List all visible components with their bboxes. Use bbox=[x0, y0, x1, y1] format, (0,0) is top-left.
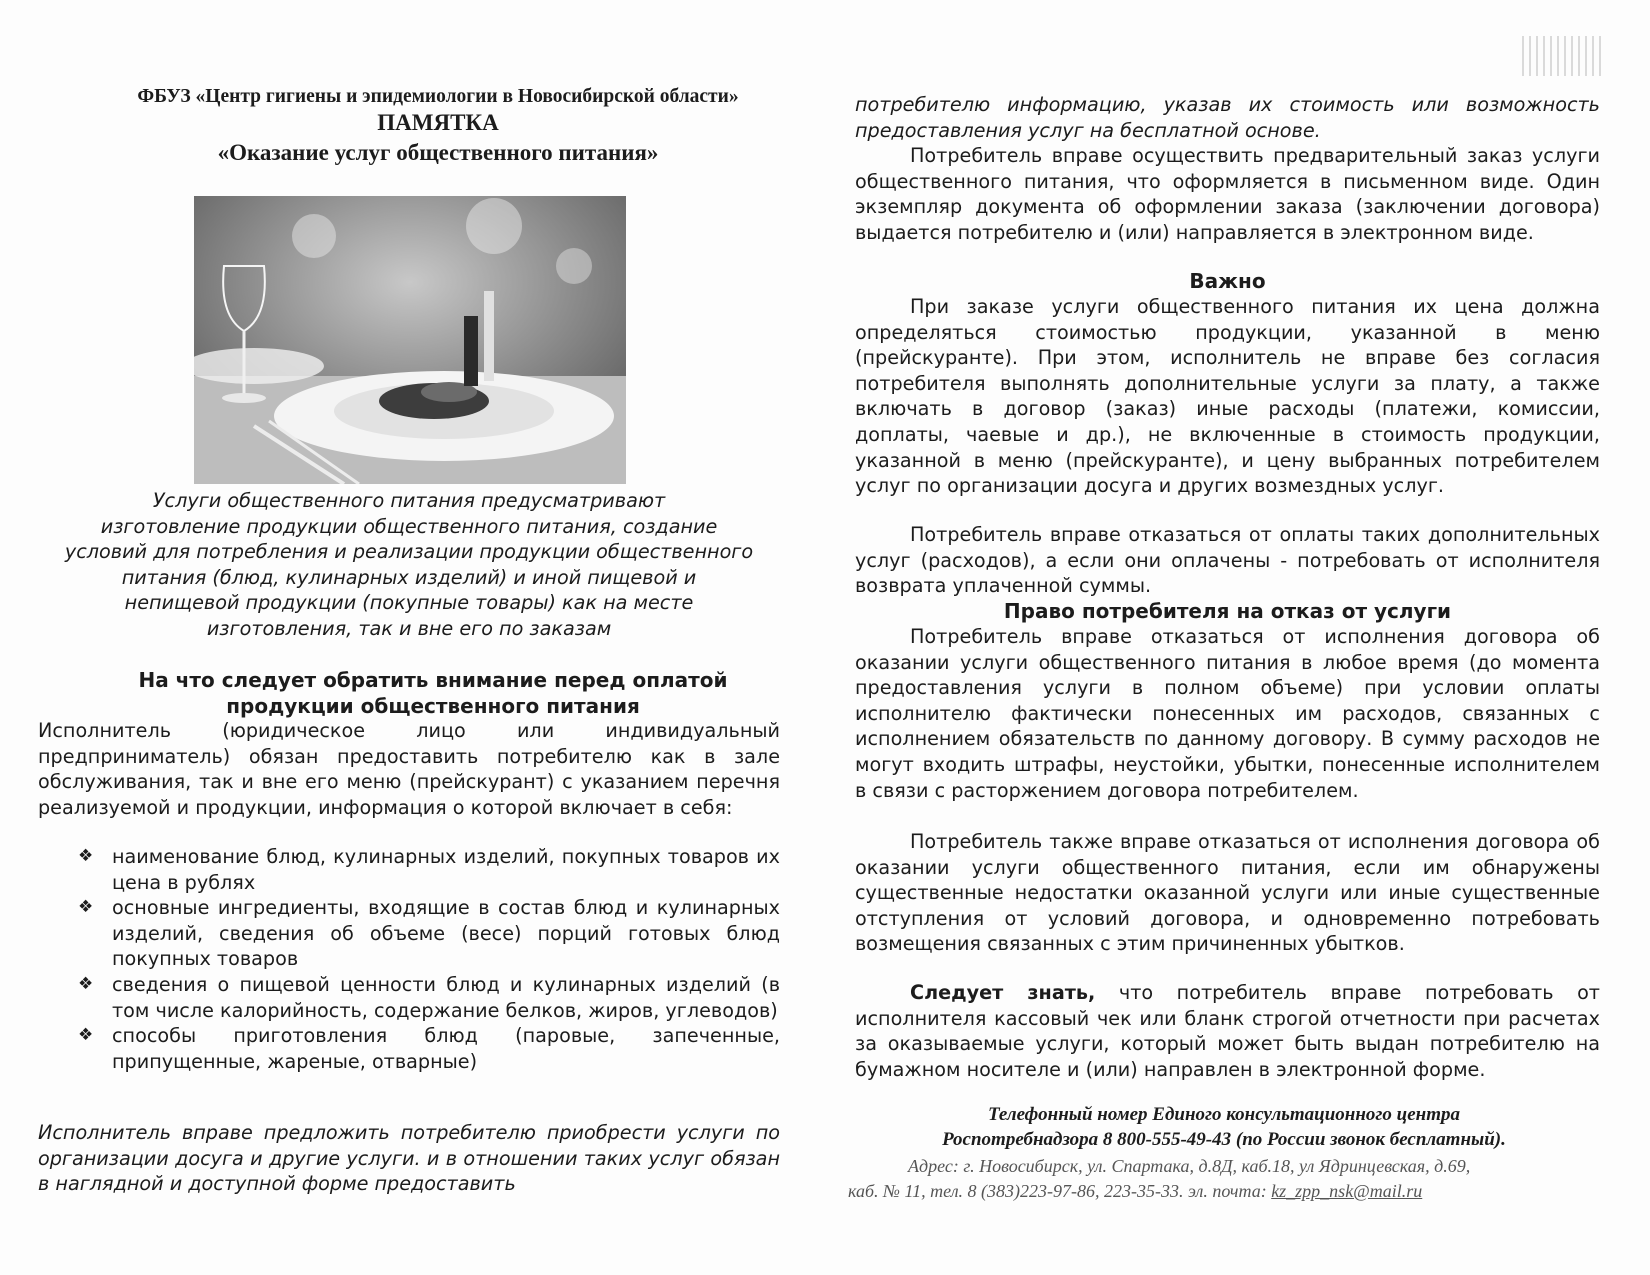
list-item-text: наименование блюд, кулинарных изделий, покупных товаров их цена в рублях bbox=[112, 845, 780, 894]
restaurant-photo-illustration bbox=[194, 196, 626, 484]
bullet-diamond-icon: ❖ bbox=[78, 897, 94, 918]
heading-line: продукции общественного питания bbox=[226, 694, 640, 718]
receipt-text-bold: Следует знать, bbox=[910, 981, 1096, 1004]
address-line-text: каб. № 11, тел. 8 (383)223-97-86, 223-35-33. эл. почта: bbox=[848, 1181, 1272, 1201]
receipt-text-rest: что потребитель вправе потребовать от исполнителя кассовый чек или бланк строгой отчетности при расчетах за оказываемые услуги, который может быть выдан потребителю на бумажном носителе и (или) направлен в электронной форме. bbox=[855, 981, 1600, 1081]
list-item-text: основные ингредиенты, входящие в состав блюд и кулинарных изделий, сведения об объеме (весе) порций готовых блюд покупных товаров bbox=[112, 896, 780, 971]
intro-line: изготовление продукции общественного питания, создание bbox=[100, 514, 718, 538]
heading-line: На что следует обратить внимание перед оплатой bbox=[138, 668, 728, 692]
refuse-payment-text: Потребитель вправе отказаться от оплаты таких дополнительных услуг (расходов), а если они оплачены - потребовать от исполнителя возврата уплаченной суммы. bbox=[855, 523, 1600, 598]
bullet-diamond-icon: ❖ bbox=[78, 973, 94, 994]
section-heading-right-to-refuse: Право потребителя на отказ от услуги bbox=[1003, 599, 1452, 623]
preorder-text: Потребитель вправе осуществить предварительный заказ услуги общественного питания, что оформляется в письменном виде. Один экземпляр документа об оформлении заказа (заключении договора) выдается потребителю и (или) направляется в электронном виде. bbox=[855, 144, 1600, 244]
section-heading-important: Важно bbox=[1189, 269, 1266, 293]
list-item-text: способы приготовления блюд (паровые, запеченные, припущенные, жареные, отварные) bbox=[112, 1024, 780, 1073]
menu-info-list bbox=[78, 844, 780, 1074]
organization-name: ФБУЗ «Центр гигиены и эпидемиологии в Новосибирской области» bbox=[137, 86, 739, 107]
continued-text: потребителю информацию, указав их стоимость или возможность предоставления услуг на бесплатной основе. bbox=[855, 93, 1600, 142]
price-rules-text: При заказе услуги общественного питания их цена должна определяться стоимостью продукции, указанной в меню (прейскуранте). При этом, исполнитель не вправе без согласия потребителя выполнять дополнительные услуги за плату, а также включать в договор (заказ) иные расходы (платежи, комиссии, доплаты, чаевые и др.), не включенные в стоимость продукции, указанной в меню (прейскуранте), и цену выбранных потребителем услуг по организации досуга и других возмездных услуг. bbox=[855, 295, 1600, 498]
list-item-text: сведения о пищевой ценности блюд и кулинарных изделий (в том числе калорийность, содержание белков, жиров, углеводов) bbox=[112, 972, 780, 1022]
hotline-info bbox=[848, 1102, 1600, 1152]
receipt-text bbox=[855, 980, 1600, 1082]
intro-line: непищевой продукции (покупные товары) как на месте bbox=[124, 591, 694, 615]
list-item bbox=[78, 972, 780, 1023]
page-title: ПАМЯТКА bbox=[377, 110, 499, 135]
list-item bbox=[78, 895, 780, 972]
hotline-line: Телефонный номер Единого консультационного центра bbox=[987, 1104, 1460, 1125]
address-info bbox=[848, 1154, 1600, 1204]
restaurant-photo bbox=[194, 196, 626, 484]
executor-obligation-text: Исполнитель (юридическое лицо или индивидуальный предприниматель) обязан предоставить потребителю как в зале обслуживания, так и вне его меню (прейскурант) с указанием перечня реализуемой и продукции, информация о которой включает в себя: bbox=[38, 719, 780, 819]
list-item bbox=[78, 844, 780, 895]
leisure-services-text: Исполнитель вправе предложить потребителю приобрести услуги по организации досуга и другие услуги. и в отношении таких услуг обязан в наглядной и доступной форме предоставить bbox=[38, 1121, 780, 1196]
hotline-line: Роспотребнадзора 8 800-555-49-43 (по России звонок бесплатный). bbox=[942, 1129, 1506, 1150]
intro-text bbox=[38, 488, 780, 642]
intro-line: Услуги общественного питания предусматривают bbox=[152, 489, 666, 512]
page-subtitle: «Оказание услуг общественного питания» bbox=[217, 140, 659, 165]
intro-line: питания (блюд, кулинарных изделий) и иной пищевой и bbox=[121, 565, 697, 589]
refuse-service-text: Потребитель вправе отказаться от исполнения договора об оказании услуги общественного питания в любое время (до момента предоставления услуги в полном объеме) при условии оплаты исполнителю фактически понесенных им расходов, связанных с исполнением обязательств по данному договору. В сумму расходов не могут входить штрафы, неустойки, убытки, понесенные исполнителем в связи с расторжением договора потребителем. bbox=[855, 625, 1600, 802]
bullet-diamond-icon: ❖ bbox=[78, 1025, 94, 1046]
section-heading-attention bbox=[88, 667, 778, 719]
intro-line: условий для потребления и реализации продукции общественного bbox=[64, 540, 754, 564]
address-line: Адрес: г. Новосибирск, ул. Спартака, д.8Д, каб.18, ул Ядринцевская, д.69, bbox=[908, 1156, 1471, 1176]
scan-smudge bbox=[1522, 36, 1602, 76]
address-line bbox=[848, 1179, 1600, 1204]
intro-line: изготовления, так и вне его по заказам bbox=[206, 616, 612, 640]
email-link[interactable]: kz_zpp_nsk@mail.ru bbox=[1271, 1181, 1423, 1201]
list-item bbox=[78, 1023, 780, 1074]
bullet-diamond-icon: ❖ bbox=[78, 846, 94, 866]
refuse-defects-text: Потребитель также вправе отказаться от исполнения договора об оказании услуги общественного питания, если им обнаружены существенные недостатки оказанной услуги или иные существенные отступления от условий договора, и одновременно потребовать возмещения связанных с этим причиненных убытков. bbox=[855, 830, 1600, 956]
